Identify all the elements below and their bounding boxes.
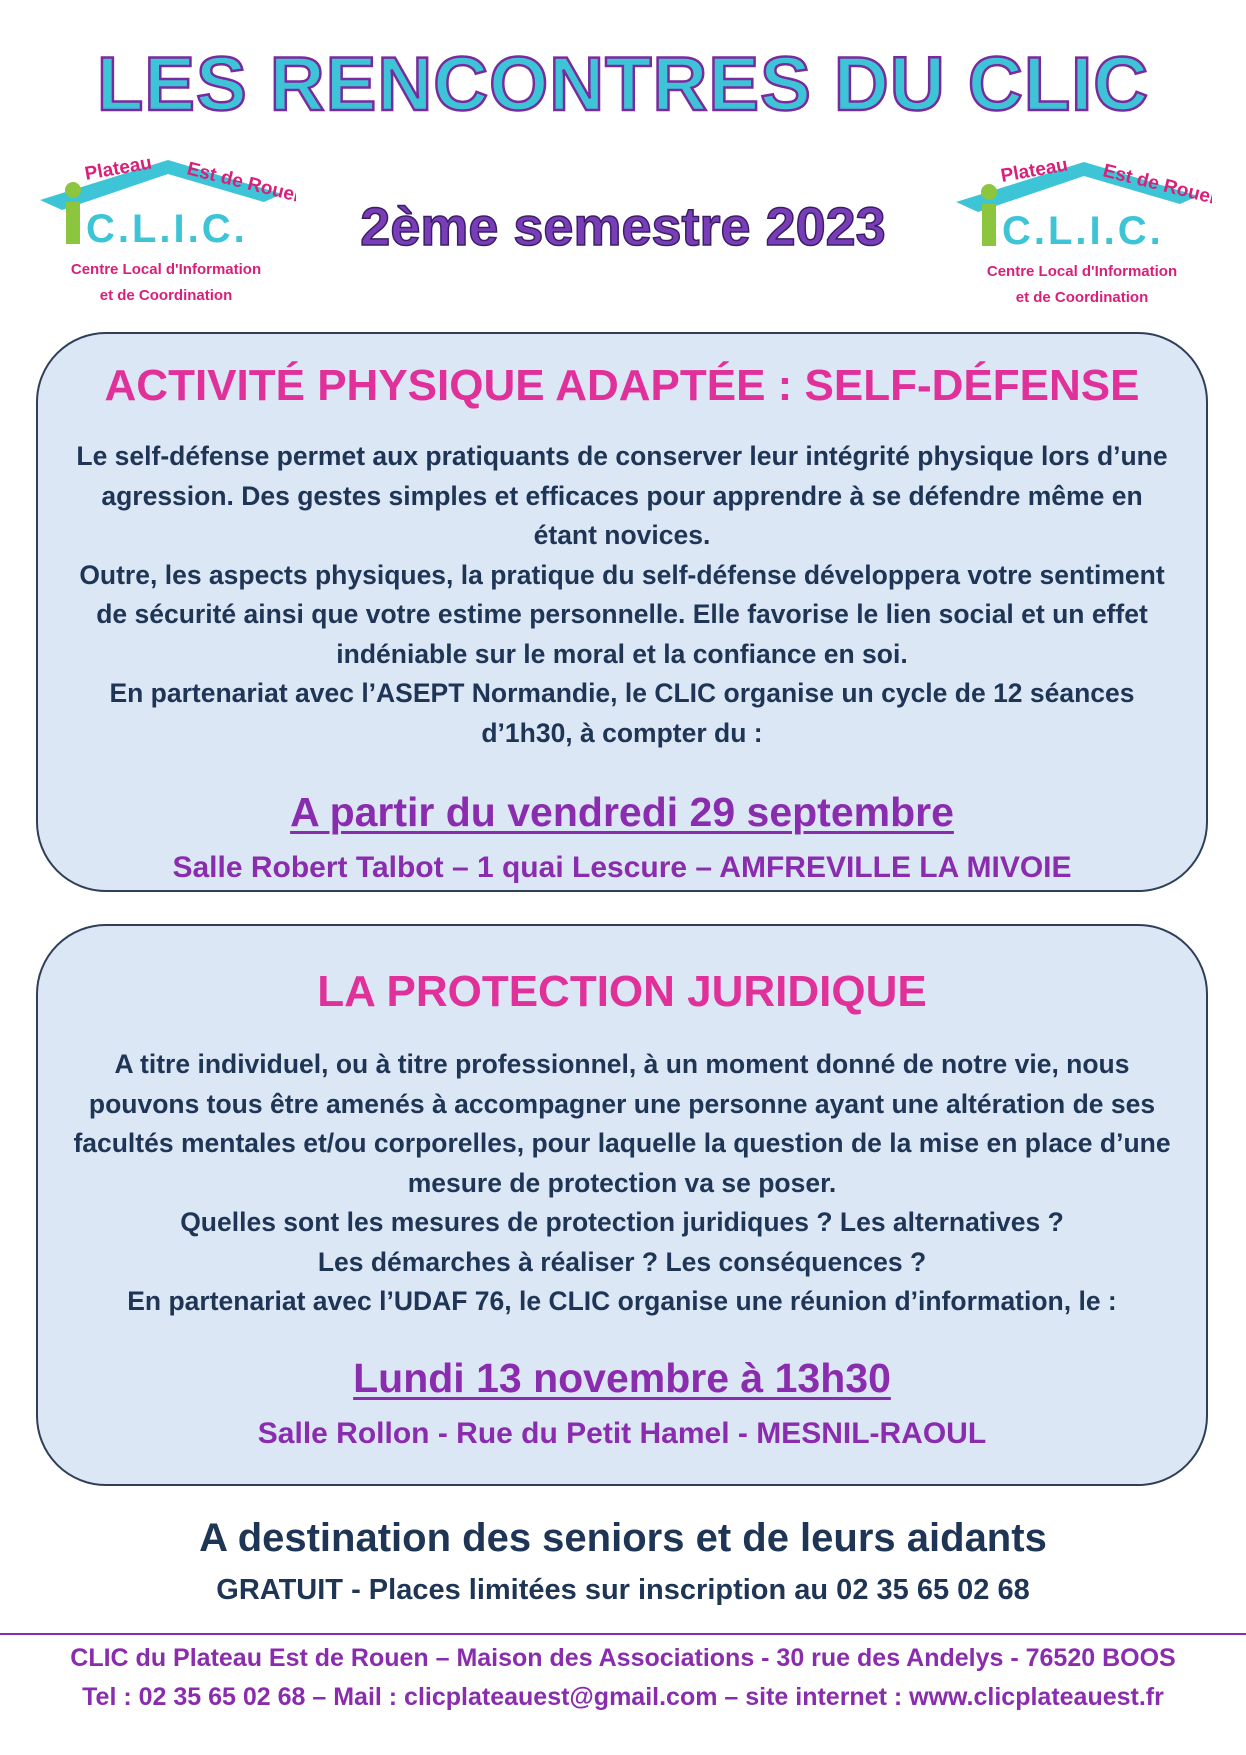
logo-arc-left: Plateau [999, 154, 1070, 187]
section-paragraph: Les démarches à réaliser ? Les conséquences ? [317, 1246, 927, 1277]
page-title: LES RENCONTRES DU CLIC [96, 42, 1150, 127]
logo-line1: Centre Local d'Information [986, 263, 1178, 280]
footer-divider [0, 1633, 1246, 1635]
registration-line: GRATUIT - Places limitées sur inscription au 02 35 65 02 68 [216, 1574, 1030, 1606]
logo-arc-left: Plateau [83, 152, 154, 185]
legal-protection-section [36, 924, 1208, 1486]
section-paragraph: Le self-défense permet aux pratiquants de conserver leur intégrité physique lors d’une agression. Des gestes simples et efficaces pour apprendre à se défendre même en étant novices. [76, 441, 1168, 550]
logo-line2: et de Coordination [99, 287, 233, 304]
logo-line1: Centre Local d'Information [70, 261, 262, 278]
footer-address: CLIC du Plateau Est de Rouen – Maison des Associations - 30 rue des Andelys - 76520 BOOS [70, 1644, 1176, 1672]
event-place: Salle Robert Talbot – 1 quai Lescure – AMFREVILLE LA MIVOIE [172, 851, 1072, 884]
section-heading: ACTIVITÉ PHYSIQUE ADAPTÉE : SELF-DÉFENSE [104, 361, 1140, 410]
section-body [68, 437, 1176, 753]
section-paragraph: En partenariat avec l’ASEPT Normandie, le CLIC organise un cycle de 12 séances d’1h30, à compter du : [109, 678, 1135, 748]
logo-arc-right: Est de Rouen [184, 158, 296, 209]
section-paragraph: Quelles sont les mesures de protection juridiques ? Les alternatives ? [180, 1207, 1064, 1237]
section-paragraph: En partenariat avec l’UDAF 76, le CLIC organise une réunion d’information, le : [127, 1286, 1117, 1316]
section-paragraph: Outre, les aspects physiques, la pratique du self-défense développera votre sentiment de sécurité ainsi que votre estime personnelle. Elle favorise le lien social et un effet indéniable sur le moral et la confiance en soi. [79, 559, 1165, 669]
footer-contact: Tel : 02 35 65 02 68 – Mail : clicplateauest@gmail.com – site internet : www.clicplateauest.fr [82, 1683, 1164, 1711]
section-heading: LA PROTECTION JURIDIQUE [317, 967, 927, 1016]
logo-arc-right: Est de Rouen [1100, 160, 1212, 211]
event-date: A partir du vendredi 29 septembre [290, 789, 954, 835]
audience-line: A destination des seniors et de leurs aidants [199, 1516, 1047, 1560]
section-body [68, 1045, 1176, 1322]
self-defense-section [36, 332, 1208, 892]
section-paragraph: A titre individuel, ou à titre professionnel, à un moment donné de notre vie, nous pouvons tous être amenés à accompagner une personne ayant une altération de ses facultés mentales et/ou corporelles, pour laquelle la question de la mise en place d’une mesure de protection va se poser. [73, 1049, 1171, 1198]
semester-subtitle: 2ème semestre 2023 [360, 197, 886, 257]
event-date: Lundi 13 novembre à 13h30 [353, 1355, 891, 1401]
logo-initials: C.L.I.C. [1002, 209, 1164, 253]
logo-line2: et de Coordination [1015, 289, 1149, 306]
clic-logo-right [952, 152, 1212, 312]
event-place: Salle Rollon - Rue du Petit Hamel - MESNIL-RAOUL [257, 1417, 987, 1450]
logo-initials: C.L.I.C. [86, 207, 248, 251]
